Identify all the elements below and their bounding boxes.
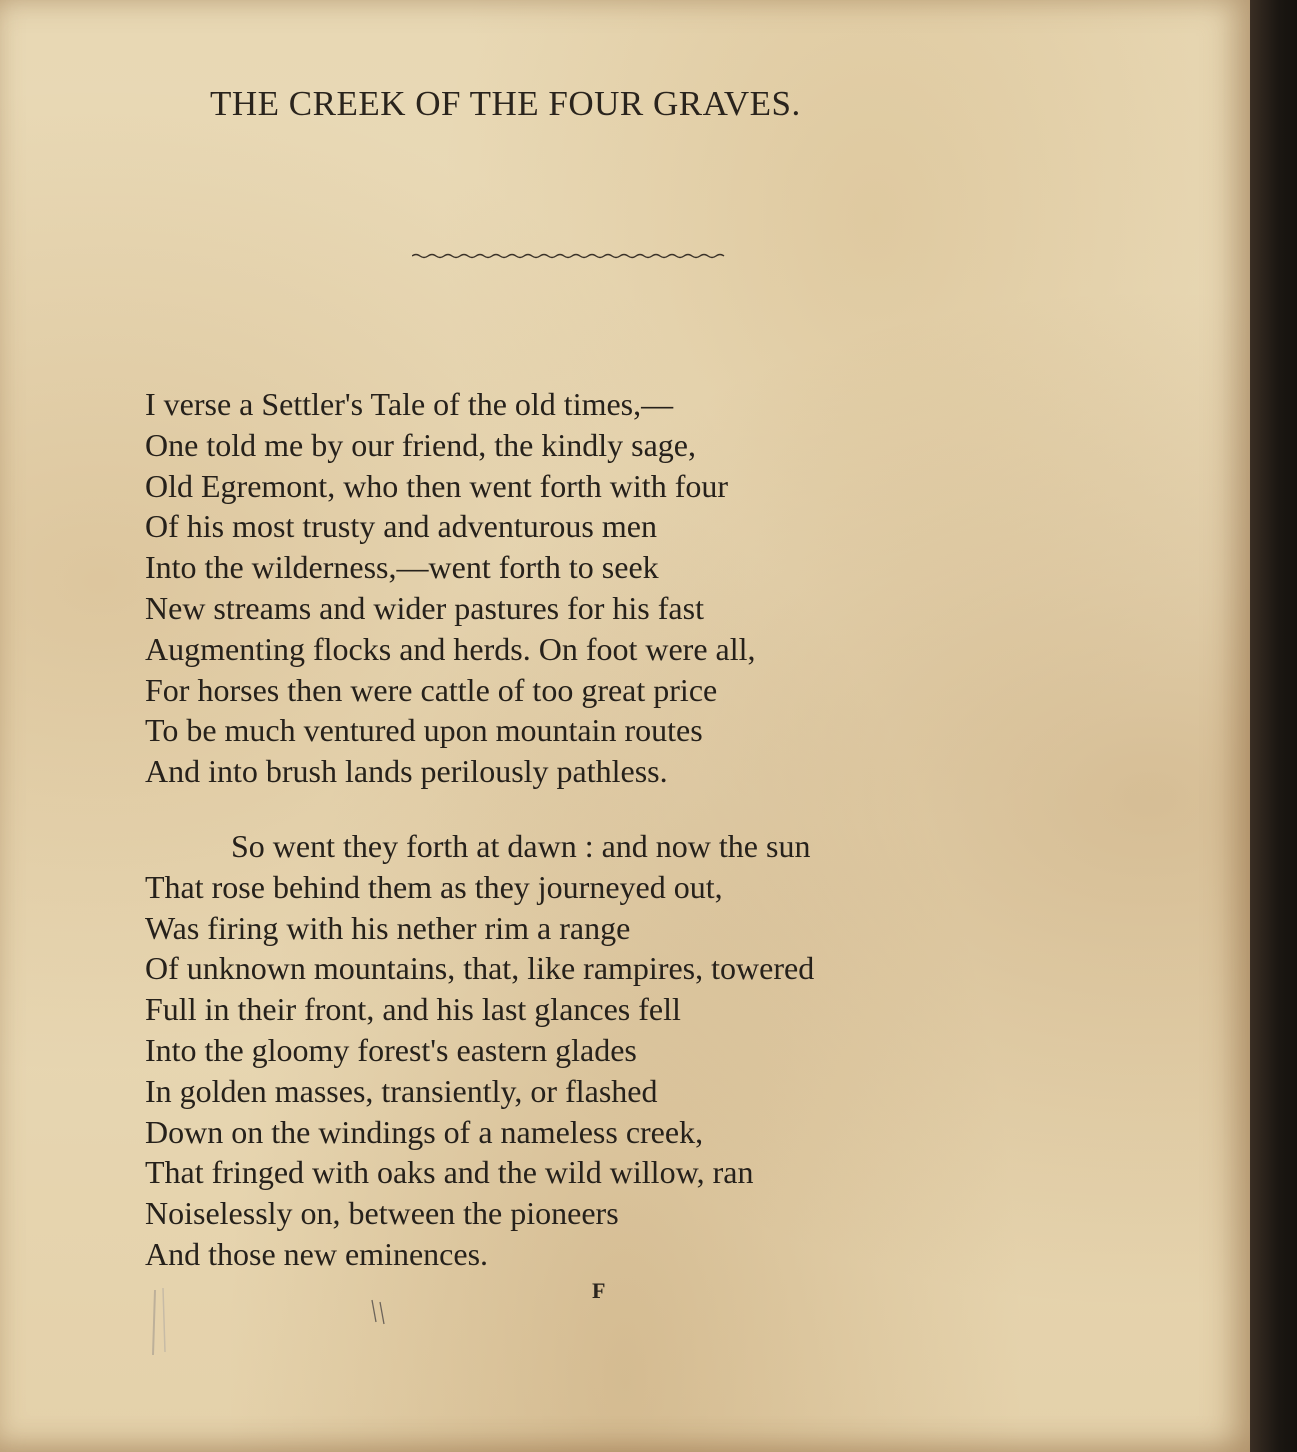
poem-line: Down on the windings of a nameless creek, <box>145 1113 704 1150</box>
poem-line: And those new eminences. <box>145 1235 489 1272</box>
poem-line: That rose behind them as they journeyed out, <box>145 868 723 905</box>
poem-line: Noiselessly on, between the pioneers <box>145 1195 619 1232</box>
poem-line: Into the wilderness,—went forth to seek <box>145 549 659 586</box>
poem-line: I verse a Settler's Tale of the old times,— <box>145 386 674 422</box>
poem-line: And into brush lands perilously pathless. <box>145 753 668 790</box>
book-binding-edge <box>1250 0 1297 1452</box>
poem-line-indented: So went they forth at dawn : and now the sun <box>231 828 811 864</box>
poem-line: Into the gloomy forest's eastern glades <box>145 1031 637 1068</box>
poem-line: That fringed with oaks and the wild willow, ran <box>145 1154 754 1191</box>
poem-line: Full in their front, and his last glances fell <box>145 991 681 1028</box>
printer-signature-mark: F <box>592 1278 606 1303</box>
poem-line: For horses then were cattle of too great price <box>145 671 718 708</box>
poem-line: Of his most trusty and adventurous men <box>145 508 657 545</box>
poem-line: In golden masses, transiently, or flashed <box>145 1072 658 1109</box>
poem-line: To be much ventured upon mountain routes <box>145 712 703 749</box>
poem-line: Was firing with his nether rim a range <box>145 909 631 946</box>
poem-line: New streams and wider pastures for his fast <box>145 589 704 626</box>
poem-line: Old Egremont, who then went forth with four <box>145 467 728 504</box>
poem-line: Of unknown mountains, that, like rampires, towered <box>145 950 815 987</box>
poem-title: THE CREEK OF THE FOUR GRAVES. <box>210 84 801 123</box>
poem-line: One told me by our friend, the kindly sage, <box>145 426 696 463</box>
poem-line: Augmenting flocks and herds. On foot were all, <box>145 630 756 667</box>
